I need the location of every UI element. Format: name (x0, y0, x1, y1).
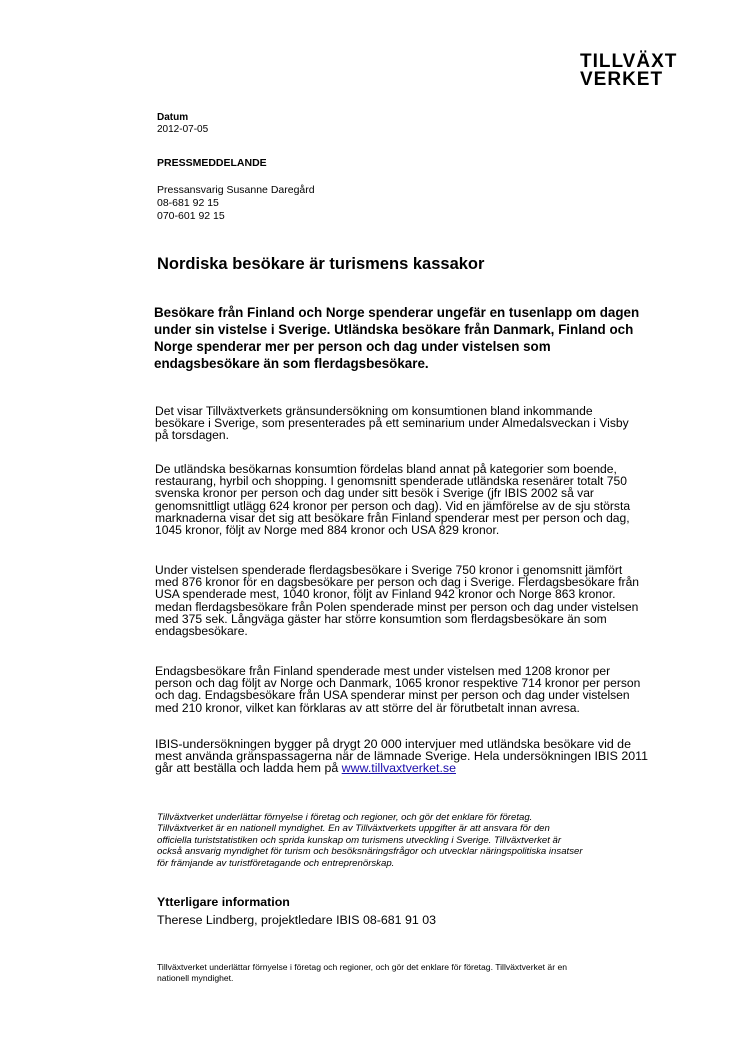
ingress-line: Norge spenderar mer per person och dag under vistelsen som (154, 339, 551, 354)
contact-phone: 08-681 92 15 (157, 197, 219, 209)
about-line: Tillväxtverket underlättar förnyelse i företag och regioner, och gör det enklare för företag. (157, 812, 533, 823)
about-line: officiella turiststatistiken och sprida kunskap om turismens utveckling i Sverige. Tillväxtverket är (157, 834, 562, 846)
paragraph-line: Endagsbesökare från Finland spenderade mest under vistelsen med 1208 kronor per (155, 664, 611, 678)
footer-line: Tillväxtverket underlättar förnyelse i företag och regioner, och gör det enklare för företag. Tillväxtverket är en (157, 962, 567, 972)
ingress-line: under sin vistelse i Sverige. Utländska besökare från Danmark, Finland och (154, 322, 634, 337)
about-line: för främjande av turistföretagande och entreprenörskap. (157, 857, 395, 869)
contact-mobile: 070-601 92 15 (157, 210, 225, 222)
paragraph-line: mest använda gränspassagerna när de lämnade Sverige. Hela undersökningen IBIS 2011 (155, 749, 648, 764)
more-info-heading: Ytterligare information (157, 895, 290, 909)
ingress-line: endagsbesökare än som flerdagsbesökare. (154, 356, 429, 371)
paragraph-line: genomsnittligt utlägg 624 kronor per person och dag). Vid en jämförelse av de sju största (155, 498, 631, 513)
paragraph-line: De utländska besökarnas konsumtion fördelas bland annat på kategorier som boende, (155, 462, 617, 476)
body-paragraph-2 (155, 463, 675, 536)
contact-person: Pressansvarig Susanne Daregård (157, 184, 315, 196)
paragraph-line: och dag. Endagsbesökare från USA spenderar minst per person och dag under vistelsen (155, 688, 630, 703)
about-line: också ansvarig myndighet för turism och besöksnäringsfrågor och utvecklar näringspolitiska insatser (157, 846, 583, 858)
paragraph-line: 1045 kronor, följt av Norge med 884 kronor och USA 829 kronor. (155, 523, 500, 538)
paragraph-line: med 210 kronor, vilket kan förklaras av att större del är förutbetalt innan avresa. (155, 700, 580, 715)
more-info-contact: Therese Lindberg, projektledare IBIS 08-681 91 03 (157, 913, 436, 927)
paragraph-line: endagsbesökare. (155, 624, 248, 639)
press-headline: Nordiska besökare är turismens kassakor (157, 255, 485, 273)
document-type: PRESSMEDDELANDE (157, 157, 267, 169)
about-line: Tillväxtverket är en nationell myndighet. En av Tillväxtverkets uppgifter är att ansvara för den (157, 823, 550, 835)
logo-line1: TILLVÄXT (580, 51, 678, 72)
ingress-line: Besökare från Finland och Norge spenderar ungefär en tusenlapp om dagen (154, 305, 640, 320)
press-contact (157, 184, 315, 223)
about-agency-text (157, 812, 657, 869)
paragraph-line: på torsdagen. (155, 428, 229, 443)
paragraph-line: Det visar Tillväxtverkets gränsundersökning om konsumtionen bland inkommande (155, 404, 593, 418)
paragraph-line: USA spenderade mest, 1040 kronor, följt av Finland 942 kronor och Norge 863 kronor. (155, 587, 616, 602)
logo-line2: VERKET (580, 69, 664, 90)
website-link[interactable]: www.tillvaxtverket.se (341, 761, 456, 776)
footer-line: nationell myndighet. (157, 973, 234, 983)
paragraph-line: IBIS-undersökningen bygger på drygt 20 000 intervjuer med utländska besökare vid de (155, 737, 631, 751)
paragraph-line: med 375 sek. Långväga gäster har större konsumtion som flerdagsbesökare än som (155, 611, 607, 626)
paragraph-line: restaurang, hyrbil och shopping. I genomsnitt spenderade utländska resenärer totalt 750 (155, 474, 627, 489)
date-value: 2012-07-05 (157, 124, 209, 135)
paragraph-line: med 876 kronor för en dagsbesökare per person och dag i Sverige. Flerdagsbesökare från (155, 575, 640, 590)
link-prefix-text: går att beställa och ladda hem på (155, 761, 342, 776)
paragraph-line: medan flerdagsbesökare från Polen spenderade minst per person och dag under vistelsen (155, 599, 639, 614)
body-paragraph-1 (155, 405, 675, 442)
tillvaxtverket-logo (578, 44, 694, 92)
body-paragraph-3 (155, 564, 675, 637)
paragraph-line: person och dag följt av Norge och Danmark, 1065 kronor respektive 714 kronor per person (155, 676, 641, 691)
logo-mark (578, 44, 694, 92)
page-footer (157, 962, 567, 984)
paragraph-line: besökare i Sverige, som presenterades på ett seminarium under Almedalsveckan i Visby (155, 416, 629, 431)
body-paragraph-5 (155, 738, 675, 775)
paragraph-line: Under vistelsen spenderade flerdagsbesökare i Sverige 750 kronor i genomsnitt jämfört (155, 563, 623, 577)
paragraph-line-with-link (155, 762, 675, 774)
ingress (154, 304, 674, 372)
paragraph-line: marknaderna visar det sig att besökare från Finland spenderar mest per person och dag, (155, 510, 630, 525)
date-label: Datum (157, 112, 189, 123)
body-paragraph-4 (155, 665, 675, 714)
paragraph-line: svenska kronor per person och dag under sitt besök i Sverige (jfr IBIS 2002 så var (155, 486, 594, 501)
